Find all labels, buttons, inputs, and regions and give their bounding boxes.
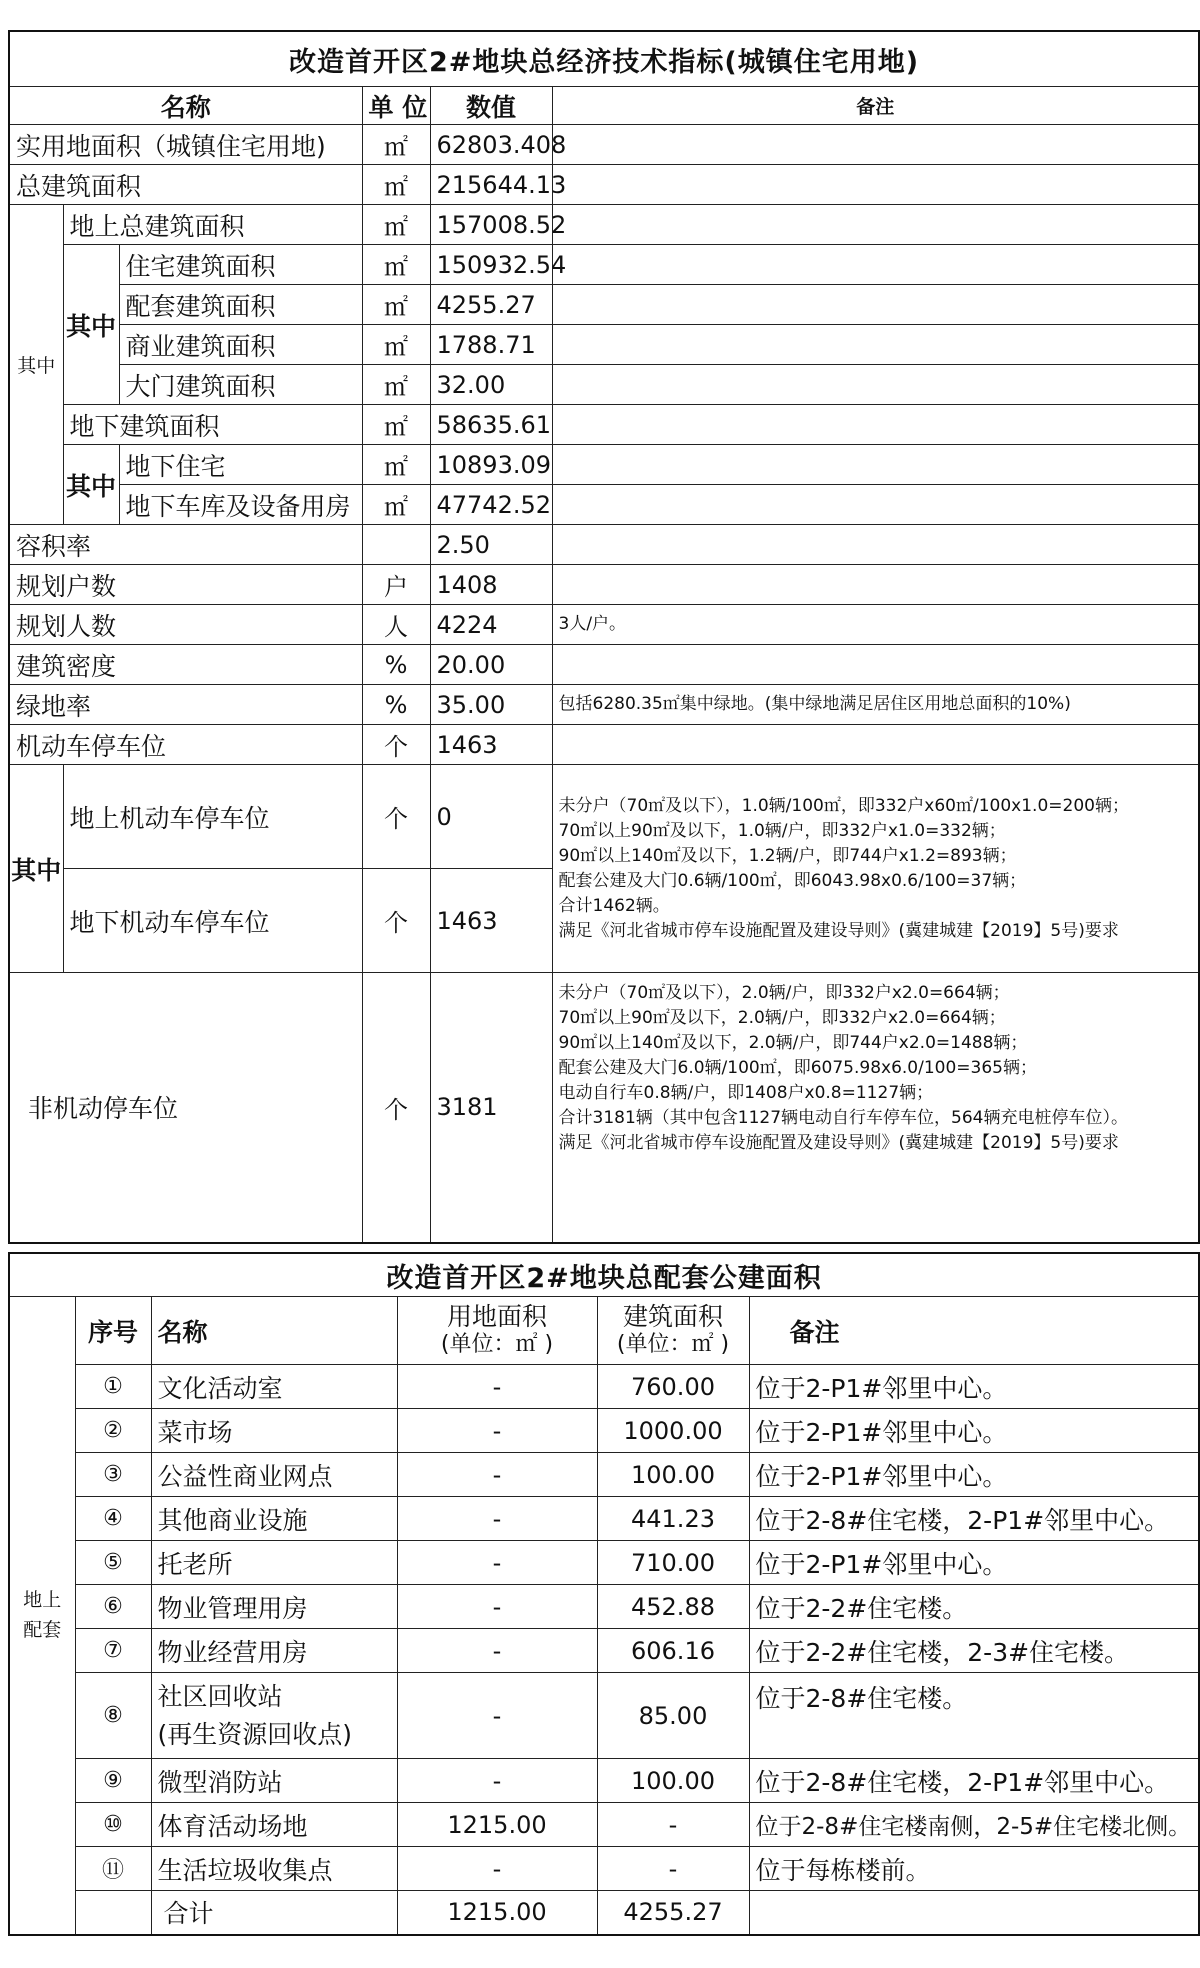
item-name: 生活垃圾收集点 [151,1847,397,1891]
header-note: 备注 [749,1297,1199,1365]
row-note [552,485,1199,525]
item-name: 文化活动室 [151,1365,397,1409]
row-unit: ㎡ [362,205,430,245]
note-line: 合计1462辆。 [558,895,670,916]
header-building-area-unit: (单位：㎡ ) [616,1331,730,1357]
row-note [552,645,1199,685]
item-name: 菜市场 [151,1409,397,1453]
item-land: - [397,1847,597,1891]
item-seq: ⑥ [75,1585,151,1629]
item-seq: ⑨ [75,1759,151,1803]
row-value: 3181 [430,973,552,1243]
row-name: 配套建筑面积 [119,285,362,325]
row-unit: ㎡ [362,485,430,525]
note-line: 满足《河北省城市停车设施配置及建设导则》(冀建城建【2019】5号)要求 [558,1133,1119,1153]
header-seq: 序号 [75,1297,151,1365]
motor-parking-note [552,765,1199,973]
among-label: 其中 [63,445,119,525]
header-land-area-unit: (单位：㎡ ) [440,1331,554,1357]
row-unit: ㎡ [362,125,430,165]
item-building: 606.16 [597,1629,749,1673]
row-value: 157008.52 [430,205,552,245]
row-name: 机动车停车位 [9,725,362,765]
row-value: 215644.13 [430,165,552,205]
among-label: 其中 [9,765,63,973]
item-seq: ① [75,1365,151,1409]
row-name: 大门建筑面积 [119,365,362,405]
row-name: 地下机动车停车位 [63,869,362,973]
item-land: - [397,1759,597,1803]
public-facilities-table [8,1252,1200,1936]
item-land: - [397,1629,597,1673]
item-building: 100.00 [597,1759,749,1803]
item-note: 位于2-8#住宅楼南侧，2-5#住宅楼北侧。 [749,1803,1199,1847]
note-line: 70㎡以上90㎡及以下，2.0辆/户，即332户x2.0=664辆； [558,1008,1006,1028]
row-name: 规划户数 [9,565,362,605]
header-name: 名称 [9,87,362,125]
item-note: 位于2-P1#邻里中心。 [749,1453,1199,1497]
row-value: 2.50 [430,525,552,565]
nonmotor-parking-note [552,973,1199,1243]
item-building: 760.00 [597,1365,749,1409]
row-note [552,245,1199,285]
item-seq: ⑧ [75,1673,151,1759]
total-land: 1215.00 [397,1891,597,1935]
row-name: 住宅建筑面积 [119,245,362,285]
row-value: 32.00 [430,365,552,405]
row-name: 地下建筑面积 [63,405,362,445]
note-line: 未分户（70㎡及以下），2.0辆/户，即332户x2.0=664辆； [558,983,1010,1003]
table2-title: 改造首开区2#地块总配套公建面积 [9,1253,1199,1297]
item-note: 位于2-P1#邻里中心。 [749,1541,1199,1585]
row-value: 58635.61 [430,405,552,445]
item-note: 位于每栋楼前。 [749,1847,1199,1891]
item-land: - [397,1585,597,1629]
table1-title: 改造首开区2#地块总经济技术指标(城镇住宅用地) [9,31,1199,87]
item-land: - [397,1541,597,1585]
row-note [552,725,1199,765]
note-line: 配套公建及大门6.0辆/100㎡，即6075.98x6.0/100=365辆； [558,1058,1037,1078]
row-note [552,405,1199,445]
header-building-area-label: 建筑面积 [622,1301,723,1331]
item-building: 452.88 [597,1585,749,1629]
row-name: 实用地面积（城镇住宅用地) [9,125,362,165]
item-seq: ③ [75,1453,151,1497]
row-name: 建筑密度 [9,645,362,685]
row-value: 1788.71 [430,325,552,365]
row-name: 规划人数 [9,605,362,645]
row-unit: 个 [362,869,430,973]
row-name: 地下车库及设备用房 [119,485,362,525]
row-value: 35.00 [430,685,552,725]
item-seq: ④ [75,1497,151,1541]
row-unit: ㎡ [362,325,430,365]
item-name: 微型消防站 [151,1759,397,1803]
header-name: 名称 [151,1297,397,1365]
item-name-cell [151,1673,397,1759]
item-note: 位于2-8#住宅楼。 [749,1673,1199,1759]
item-note: 位于2-8#住宅楼，2-P1#邻里中心。 [749,1497,1199,1541]
economic-indicators-table [8,30,1200,1244]
row-unit: 人 [362,605,430,645]
item-building: 85.00 [597,1673,749,1759]
row-name: 容积率 [9,525,362,565]
row-value: 1408 [430,565,552,605]
row-note [552,285,1199,325]
header-value: 数值 [430,87,552,125]
row-value: 47742.52 [430,485,552,525]
row-value: 1463 [430,725,552,765]
item-note: 位于2-P1#邻里中心。 [749,1365,1199,1409]
total-building: 4255.27 [597,1891,749,1935]
item-note: 位于2-2#住宅楼，2-3#住宅楼。 [749,1629,1199,1673]
item-name-secondary: (再生资源回收点) [157,1719,353,1749]
item-building: 100.00 [597,1453,749,1497]
header-note: 备注 [552,87,1199,125]
note-line: 电动自行车0.8辆/户，即1408户x0.8=1127辆； [558,1083,934,1103]
row-name: 地下住宅 [119,445,362,485]
item-land: - [397,1453,597,1497]
item-building: 441.23 [597,1497,749,1541]
item-name: 社区回收站 [157,1681,283,1711]
note-line: 70㎡以上90㎡及以下，1.0辆/户，即332户x1.0=332辆； [558,820,1006,841]
item-name: 物业经营用房 [151,1629,397,1673]
row-value: 20.00 [430,645,552,685]
row-note: 包括6280.35㎡集中绿地。(集中绿地满足居住区用地总面积的10%) [552,685,1199,725]
among-label: 其中 [9,205,63,525]
row-unit: ㎡ [362,365,430,405]
header-land-area-label: 用地面积 [446,1301,547,1331]
note-line: 90㎡以上140㎡及以下，2.0辆/户，即744户x2.0=1488辆； [558,1033,1028,1053]
item-seq: ⑩ [75,1803,151,1847]
row-name: 非机动停车位 [9,973,362,1243]
row-unit: % [362,685,430,725]
item-note: 位于2-2#住宅楼。 [749,1585,1199,1629]
item-land: 1215.00 [397,1803,597,1847]
row-unit: 个 [362,765,430,869]
row-value: 4255.27 [430,285,552,325]
row-value: 1463 [430,869,552,973]
row-unit: ㎡ [362,285,430,325]
total-note [749,1891,1199,1935]
item-building: - [597,1847,749,1891]
row-unit: ㎡ [362,445,430,485]
row-unit [362,525,430,565]
item-land: - [397,1497,597,1541]
total-seq [75,1891,151,1935]
item-name: 其他商业设施 [151,1497,397,1541]
item-building: - [597,1803,749,1847]
side-label: 地上 配套 [9,1297,75,1935]
row-name: 商业建筑面积 [119,325,362,365]
row-value: 10893.09 [430,445,552,485]
row-unit: 户 [362,565,430,605]
item-building: 710.00 [597,1541,749,1585]
row-note [552,365,1199,405]
row-note [552,565,1199,605]
row-unit: ㎡ [362,245,430,285]
row-name: 地上机动车停车位 [63,765,362,869]
row-note [552,325,1199,365]
note-line: 合计3181辆（其中包含1127辆电动自行车停车位，564辆充电桩停车位）。 [558,1108,1128,1128]
among-label: 其中 [63,245,119,405]
item-seq: ⑪ [75,1847,151,1891]
row-value: 62803.408 [430,125,552,165]
row-name: 地上总建筑面积 [63,205,362,245]
total-label: 合计 [151,1891,397,1935]
header-building-area [597,1297,749,1365]
row-unit: % [362,645,430,685]
item-name: 物业管理用房 [151,1585,397,1629]
item-note: 位于2-8#住宅楼，2-P1#邻里中心。 [749,1759,1199,1803]
row-note [552,205,1199,245]
item-land: - [397,1673,597,1759]
note-line: 90㎡以上140㎡及以下，1.2辆/户，即744户x1.2=893辆； [558,845,1017,866]
row-unit: 个 [362,725,430,765]
row-note [552,165,1199,205]
header-unit: 单 位 [362,87,430,125]
item-note: 位于2-P1#邻里中心。 [749,1409,1199,1453]
row-note: 3人/户。 [552,605,1199,645]
item-building: 1000.00 [597,1409,749,1453]
row-name: 绿地率 [9,685,362,725]
row-note [552,125,1199,165]
item-seq: ② [75,1409,151,1453]
row-unit: ㎡ [362,165,430,205]
row-unit: ㎡ [362,405,430,445]
row-note [552,445,1199,485]
item-name: 体育活动场地 [151,1803,397,1847]
row-value: 150932.54 [430,245,552,285]
note-line: 未分户（70㎡及以下），1.0辆/100㎡，即332户x60㎡/100x1.0=200辆； [558,795,1129,816]
row-note [552,525,1199,565]
item-seq: ⑦ [75,1629,151,1673]
item-land: - [397,1365,597,1409]
item-name: 公益性商业网点 [151,1453,397,1497]
note-line: 配套公建及大门0.6辆/100㎡，即6043.98x0.6/100=37辆； [558,870,1027,891]
item-seq: ⑤ [75,1541,151,1585]
row-value: 4224 [430,605,552,645]
item-land: - [397,1409,597,1453]
row-name: 总建筑面积 [9,165,362,205]
note-line: 满足《河北省城市停车设施配置及建设导则》(冀建城建【2019】5号)要求 [558,920,1119,941]
item-name: 托老所 [151,1541,397,1585]
row-unit: 个 [362,973,430,1243]
row-value: 0 [430,765,552,869]
header-land-area [397,1297,597,1365]
